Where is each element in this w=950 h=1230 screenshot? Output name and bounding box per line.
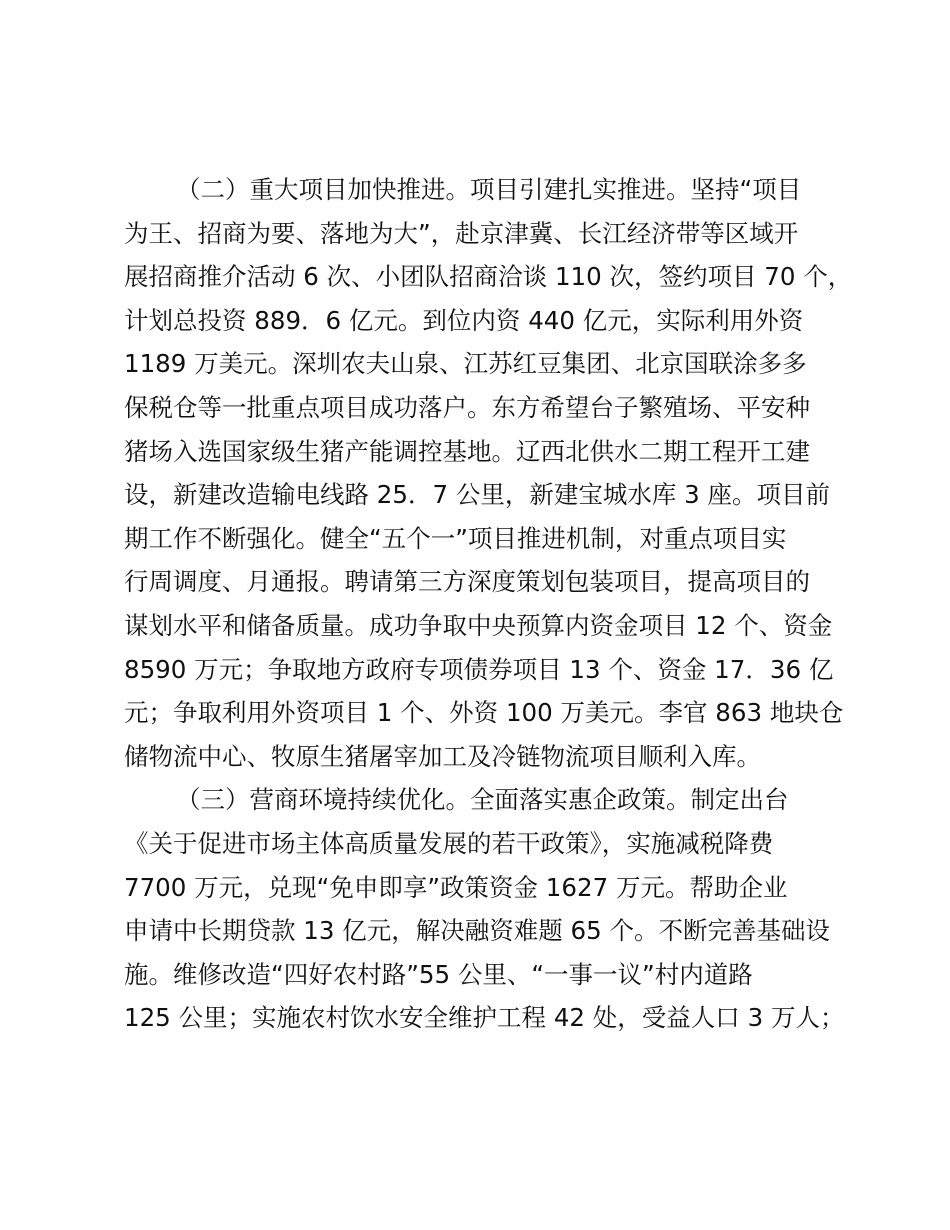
text-line: 保税仓等一批重点项目成功落户。东方希望台子繁殖场、平安种: [124, 392, 810, 422]
text-line: 猪场入选国家级生猪产能调控基地。辽西北供水二期工程开工建: [124, 436, 810, 466]
text-line: 展招商推介活动 6 次、小团队招商洽谈 110 次，签约项目 70 个，: [124, 262, 853, 292]
text-line: 计划总投资 889．6 亿元。到位内资 440 亿元，实际利用外资: [124, 305, 804, 335]
text-line: 1189 万美元。深圳农夫山泉、江苏红豆集团、北京国联涂多多: [124, 349, 807, 379]
text-line: （二）重大项目加快推进。项目引建扎实推进。坚持“项目: [176, 175, 802, 204]
text-line: 设，新建改造输电线路 25．7 公里，新建宝城水库 3 座。项目前: [124, 480, 830, 510]
text-line: 行周调度、月通报。聘请第三方深度策划包装项目，提高项目的: [124, 567, 810, 597]
text-line: 《关于促进市场主体高质量发展的若干政策》，实施减税降费: [124, 828, 774, 858]
text-line: 125 公里；实施农村饮水安全维护工程 42 处，受益人口 3 万人；: [124, 1003, 845, 1033]
text-line: 期工作不断强化。健全“五个一”项目推进机制，对重点项目实: [124, 523, 787, 553]
body-text: [124, 168, 853, 1040]
text-line: （三）营商环境持续优化。全面落实惠企政策。制定出台: [176, 785, 789, 815]
text-line: 7700 万元，兑现“免申即享”政策资金 1627 万元。帮助企业: [124, 872, 788, 902]
text-line: 元；争取利用外资项目 1 个、外资 100 万美元。李官 863 地块仓: [124, 698, 844, 728]
text-line: 为王、招商为要、落地为大”，赴京津冀、长江经济带等区域开: [124, 218, 799, 248]
text-line: 施。维修改造“四好农村路”55 公里、“一事一议”村内道路: [124, 959, 753, 989]
text-line: 储物流中心、牧原生猪屠宰加工及冷链物流项目顺利入库。: [124, 741, 761, 771]
text-line: 8590 万元；争取地方政府专项债券项目 13 个、资金 17．36 亿: [124, 654, 834, 684]
text-line: 谋划水平和储备质量。成功争取中央预算内资金项目 12 个、资金: [124, 610, 833, 640]
text-line: 申请中长期贷款 13 亿元，解决融资难题 65 个。不断完善基础设: [124, 916, 830, 946]
